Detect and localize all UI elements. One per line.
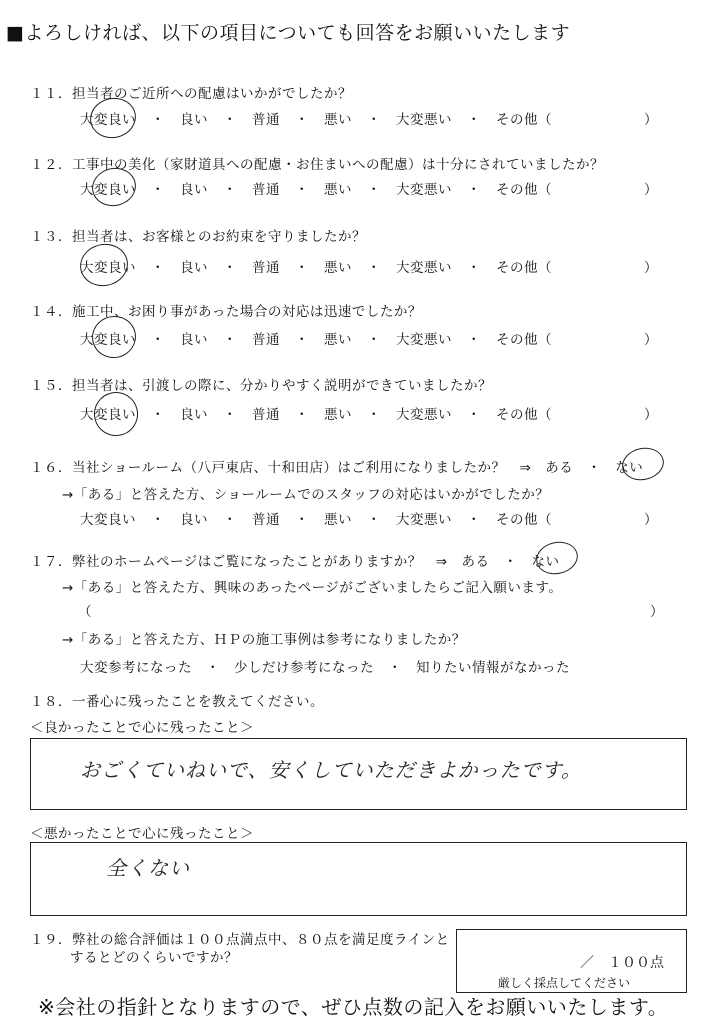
options-11: 大変良い ・ 良い ・ 普通 ・ 悪い ・ 大変悪い ・ その他（ ）: [80, 112, 658, 128]
option-other[interactable]: その他（: [496, 332, 552, 348]
page-title: ■よろしければ、以下の項目についても回答をお願いいたします: [6, 22, 571, 44]
options-14: 大変良い ・ 良い ・ 普通 ・ 悪い ・ 大変悪い ・ その他（ ）: [80, 332, 658, 348]
option-very-bad[interactable]: 大変悪い: [396, 512, 452, 528]
option-very-bad[interactable]: 大変悪い: [396, 332, 452, 348]
option-very-good[interactable]: 大変良い: [80, 112, 136, 128]
option-other-close: ）: [644, 112, 658, 128]
option-very-bad[interactable]: 大変悪い: [396, 260, 452, 276]
options-16: 大変良い ・ 良い ・ 普通 ・ 悪い ・ 大変悪い ・ その他（ ）: [80, 512, 658, 528]
question-12: １２．工事中の美化（家財道具への配慮・お住まいへの配慮）は十分にされていましたか？: [30, 157, 604, 173]
option-good[interactable]: 良い: [180, 260, 208, 276]
option-bad[interactable]: 悪い: [324, 260, 352, 276]
question-19-line2: するとどのくらいですか？: [70, 950, 238, 966]
option-normal[interactable]: 普通: [252, 182, 280, 198]
options-15: 大変良い ・ 良い ・ 普通 ・ 悪い ・ 大変悪い ・ その他（ ）: [80, 407, 658, 423]
bad-answer-handwriting: 全くない: [106, 856, 190, 880]
option-good[interactable]: 良い: [180, 407, 208, 423]
answer-circle: [533, 538, 581, 578]
option-very-bad[interactable]: 大変悪い: [396, 112, 452, 128]
option-very-good[interactable]: 大変良い: [80, 332, 136, 348]
option-other-close: ）: [644, 260, 658, 276]
option-very-good[interactable]: 大変良い: [80, 407, 136, 423]
option-good[interactable]: 良い: [180, 332, 208, 348]
answer-circle: [76, 239, 132, 290]
score-slash-total: ／ １００点: [580, 955, 664, 971]
question-17: １７．弊社のホームページはご覧になったことがありますか？ ⇒ ある ・ ない: [30, 554, 560, 570]
option-normal[interactable]: 普通: [252, 332, 280, 348]
question-19-line1: １９．弊社の総合評価は１００点満点中、８０点を満足度ラインと: [30, 932, 450, 948]
answer-circle: [90, 388, 142, 440]
option-other[interactable]: その他（: [496, 112, 552, 128]
question-13: １３．担当者は、お客様とのお約束を守りましたか？: [30, 229, 366, 245]
question-15: １５．担当者は、引渡しの際に、分かりやすく説明ができていましたか？: [30, 378, 492, 394]
option-bad[interactable]: 悪い: [324, 182, 352, 198]
option-good[interactable]: 良い: [180, 112, 208, 128]
question-17-sub1: →「ある」と答えた方、興味のあったページがございましたらご記入願います。: [62, 580, 563, 596]
option-very-bad[interactable]: 大変悪い: [396, 182, 452, 198]
option-other-close: ）: [644, 182, 658, 198]
option-other[interactable]: その他（: [496, 407, 552, 423]
footer-note: ※会社の指針となりますので、ぜひ点数の記入をお願いいたします。: [38, 995, 669, 1019]
question-18: １８．一番心に残ったことを教えてください。: [30, 694, 324, 710]
question-16-sub: →「ある」と答えた方、ショールームでのスタッフの対応はいかがでしたか？: [62, 487, 550, 503]
answer-circle: [619, 444, 667, 484]
option-very-good[interactable]: 大変良い: [80, 260, 136, 276]
option-other-close: ）: [644, 512, 658, 528]
bad-label: ＜悪かったことで心に残ったこと＞: [30, 826, 254, 842]
option-normal[interactable]: 普通: [252, 260, 280, 276]
good-label: ＜良かったことで心に残ったこと＞: [30, 720, 254, 736]
option-very-bad[interactable]: 大変悪い: [396, 407, 452, 423]
q17-paren-close: ）: [650, 604, 664, 620]
option-good[interactable]: 良い: [180, 512, 208, 528]
option-other-close: ）: [644, 332, 658, 348]
question-17-sub2: →「ある」と答えた方、ＨＰの施工事例は参考になりましたか？: [62, 632, 466, 648]
options-13: 大変良い ・ 良い ・ 普通 ・ 悪い ・ 大変悪い ・ その他（ ）: [80, 260, 658, 276]
option-good[interactable]: 良い: [180, 182, 208, 198]
question-14: １４．施工中、お困り事があった場合の対応は迅速でしたか？: [30, 304, 422, 320]
option-bad[interactable]: 悪い: [324, 407, 352, 423]
option-very-good[interactable]: 大変良い: [80, 182, 136, 198]
options-17[interactable]: 大変参考になった ・ 少しだけ参考になった ・ 知りたい情報がなかった: [80, 660, 570, 676]
option-bad[interactable]: 悪い: [324, 332, 352, 348]
option-bad[interactable]: 悪い: [324, 512, 352, 528]
good-answer-handwriting: おごくていねいで、安くしていただきよかったです。: [80, 758, 582, 782]
question-16: １６．当社ショールーム（八戸東店、十和田店）はご利用になりましたか？ ⇒ ある ・ ない: [30, 460, 644, 476]
option-normal[interactable]: 普通: [252, 512, 280, 528]
score-note: 厳しく採点してください: [498, 976, 631, 990]
question-11: １１．担当者のご近所への配慮はいかがでしたか？: [30, 86, 352, 102]
option-normal[interactable]: 普通: [252, 112, 280, 128]
option-very-good[interactable]: 大変良い: [80, 512, 136, 528]
option-other[interactable]: その他（: [496, 182, 552, 198]
option-normal[interactable]: 普通: [252, 407, 280, 423]
option-other-close: ）: [644, 407, 658, 423]
option-other[interactable]: その他（: [496, 260, 552, 276]
options-12: 大変良い ・ 良い ・ 普通 ・ 悪い ・ 大変悪い ・ その他（ ）: [80, 182, 658, 198]
option-other[interactable]: その他（: [496, 512, 552, 528]
q17-paren-open: （: [78, 604, 92, 620]
option-bad[interactable]: 悪い: [324, 112, 352, 128]
